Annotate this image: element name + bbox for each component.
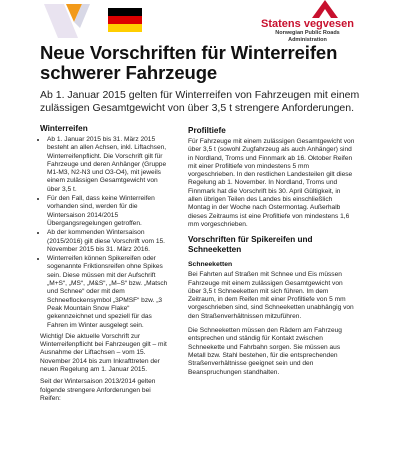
brand-logo-icon [44,2,92,40]
left-column [40,124,170,407]
road-authority-emblem-icon [310,0,340,20]
winterreifen-list [40,136,170,330]
spikereifen-heading: Vorschriften für Spikereifen und Schneeketten [188,235,313,255]
winterreifen-heading: Winterreifen [40,124,88,133]
list-item: • Ab 1. Januar 2015 bis 31. März 2015 besteht an allen Achsen, inkl. Liftachsen, Winterreifenpflicht. Die Vorschrift gilt für Fahrzeuge und deren Anhänger (Gruppe M1-M3, N2-N3 und O3-O4), mit jeweils einem zulässigen Gesamtgewicht von über 3,5 t. [47,136,170,194]
important-note: Wichtig! Die aktuelle Vorschrift zur Winterreifenpflicht bei Fahrzeugen gilt – mit Ausnahme der Liftachsen – vom 15. November 2014 bis zum Inkrafttreten der neuen Regelung am 1. Januar 2015. [40,332,167,374]
list-item: • Für den Fall, dass keine Winterreifen vorhanden sind, werden für die Wintersaison 2014/2015 Übergangsregelungen getroffen. [47,195,170,228]
intro-text: Ab 1. Januar 2015 gelten für Winterreifen von Fahrzeugen mit einem zulässigen Gesamtgewicht von über 3,5 t strengere Anforderungen. [40,89,360,114]
agency-name: Statens vegvesen [261,18,354,30]
list-item: • Winterreifen können Spikereifen oder sogenannte Friktionsreifen ohne Spikes sein. Diese müssen mit der Aufschrift „M+S“, „MS“, „M&S“, „M–S“ bzw. „Matsch und Schnee“ oder mit dem Schneeflockensymbol „3PMSF“ bzw. „3 Peak Mountain Snow Flake“ gekennzeichnet und speziell für das Fahren im Winter ausgelegt sein. [47,255,170,330]
agency-subtitle-2: Administration [288,37,327,43]
right-column [188,126,356,381]
profiltiefe-heading: Profiltiefe [188,126,226,135]
schneeketten-text: Bei Fahrten auf Straßen mit Schnee und Eis müssen Fahrzeuge mit einem zulässigen Gesamtgewicht von über 3,5 t Schneeketten mit sich führen. Im dem Zeitraum, in dem Reifen mit einer Profiltiefe von 5 mm vorgeschrieben sind, sind Schneeketten unabhängig von den Straßenverhältnissen mitzuführen. [188,271,354,320]
agency-subtitle-1: Norwegian Public Roads [275,30,340,36]
page-title: Neue Vorschriften für Winterreifen schwerer Fahrzeuge [40,42,338,83]
schneeketten-requirements-text: Die Schneeketten müssen den Rädern am Fahrzeug entsprechen und ständig für Kontakt zwischen Schneekette und Fahrbahn sorgen. Sie müssen aus Metall bzw. Stahl bestehen, für die entsprechenden Straßenverhältnisse geeignet sein und den Beanspruchungen standhalten. [188,327,342,376]
profiltiefe-text: Für Fahrzeuge mit einem zulässigen Gesamtgewicht von über 3,5 t (sowohl Zugfahrzeug als auch Anhänger) sind in Nordland, Troms und Finnmark ab 16. Oktober Reifen mit einer Profiltiefe von mindestens 5 mm vorgeschrieben. In den restlichen Landesteilen gilt diese Regelung ab 1. November. In Nordland, Troms und Finnmark hat die Vorschrift bis 30. April Gültigkeit, in allen übrigen Teilen des Landes bis einschließlich Montag in der Woche nach Ostermontag. Außerhalb dieses Zeitraums ist eine Profiltiefe von mindestens 1,6 mm vorgeschrieben. [188,138,355,228]
season-note: Seit der Wintersaison 2013/2014 gelten folgende strengere Anforderungen bei Reifen: [40,378,156,402]
schneeketten-subheading: Schneeketten [188,261,233,269]
german-flag-icon [108,8,142,32]
list-item: • Ab der kommenden Wintersaison (2015/2016) gilt diese Vorschrift vom 15. November 2015 bis 31. März 2016. [47,229,170,254]
